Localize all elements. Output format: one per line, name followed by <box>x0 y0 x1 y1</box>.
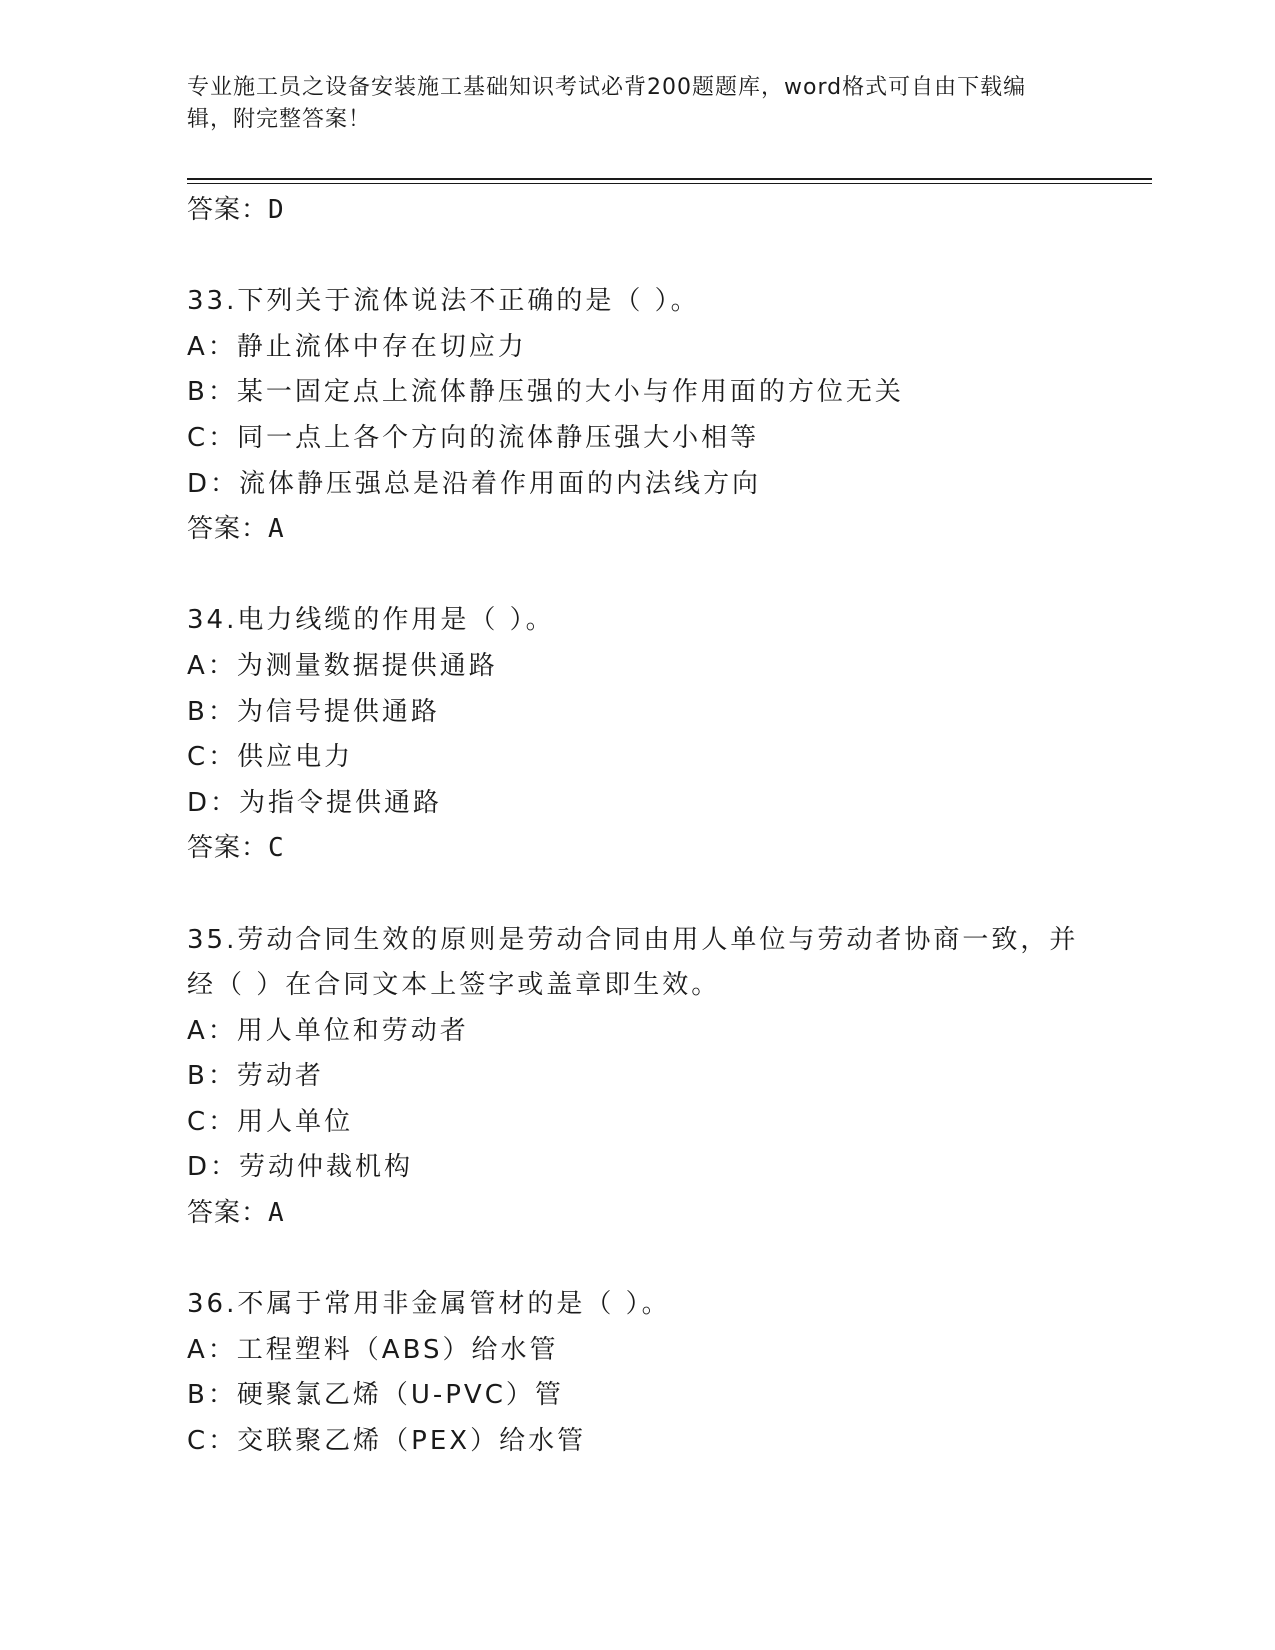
header-rule-thin <box>187 183 1152 184</box>
option-a: A：为测量数据提供通路 <box>187 650 498 681</box>
answer-line <box>187 1191 1087 1237</box>
answer-value: D <box>268 195 285 225</box>
option-a: A：用人单位和劳动者 <box>187 1015 469 1046</box>
question-block <box>187 918 1087 1237</box>
option-c: C：用人单位 <box>187 1106 354 1137</box>
option-a: A：工程塑料（ABS）给水管 <box>187 1334 559 1365</box>
option-c: C：同一点上各个方向的流体静压强大小相等 <box>187 422 760 453</box>
answer-label: 答案： <box>187 514 269 545</box>
answer-line <box>187 826 1087 872</box>
spacer <box>187 234 1087 280</box>
option-b: B：硬聚氯乙烯（U-PVC）管 <box>187 1380 564 1411</box>
answer-label: 答案： <box>187 1198 269 1229</box>
document-header: 专业施工员之设备安装施工基础知识考试必背200题题库，word格式可自由下载编辑，附完整答案！ <box>187 75 1027 132</box>
spacer <box>187 553 1087 599</box>
spacer <box>187 872 1087 918</box>
option-c: C：供应电力 <box>187 742 354 773</box>
answer-line <box>187 188 1087 234</box>
answer-label: 答案： <box>187 833 269 864</box>
answer-value: C <box>268 833 285 864</box>
question-stem: 35.劳动合同生效的原则是劳动合同由用人单位与劳动者协商一致，并经（ ）在合同文本上签字或盖章即生效。 <box>187 924 1079 1001</box>
question-stem: 36.不属于常用非金属管材的是（ ）。 <box>187 1289 671 1320</box>
question-stem: 34.电力线缆的作用是（ ）。 <box>187 605 555 636</box>
option-d: D：劳动仲裁机构 <box>187 1152 414 1183</box>
question-block <box>187 1282 1087 1464</box>
answer-value: A <box>268 514 285 545</box>
question-block <box>187 279 1087 553</box>
option-d: D：流体静压强总是沿着作用面的内法线方向 <box>187 468 762 499</box>
option-b: B：为信号提供通路 <box>187 696 440 727</box>
option-b: B：某一固定点上流体静压强的大小与作用面的方位无关 <box>187 377 904 408</box>
question-stem: 33.下列关于流体说法不正确的是（ ）。 <box>187 286 700 317</box>
answer-label: 答案： <box>187 195 269 225</box>
option-a: A：静止流体中存在切应力 <box>187 331 527 362</box>
question-block <box>187 598 1087 872</box>
option-c: C：交联聚乙烯（PEX）给水管 <box>187 1426 587 1457</box>
answer-line <box>187 507 1087 553</box>
answer-value: A <box>268 1198 285 1229</box>
header-rule-thick <box>187 178 1152 180</box>
option-d: D：为指令提供通路 <box>187 787 443 818</box>
spacer <box>187 1237 1087 1283</box>
option-b: B：劳动者 <box>187 1061 324 1092</box>
question-list <box>187 188 1087 1465</box>
